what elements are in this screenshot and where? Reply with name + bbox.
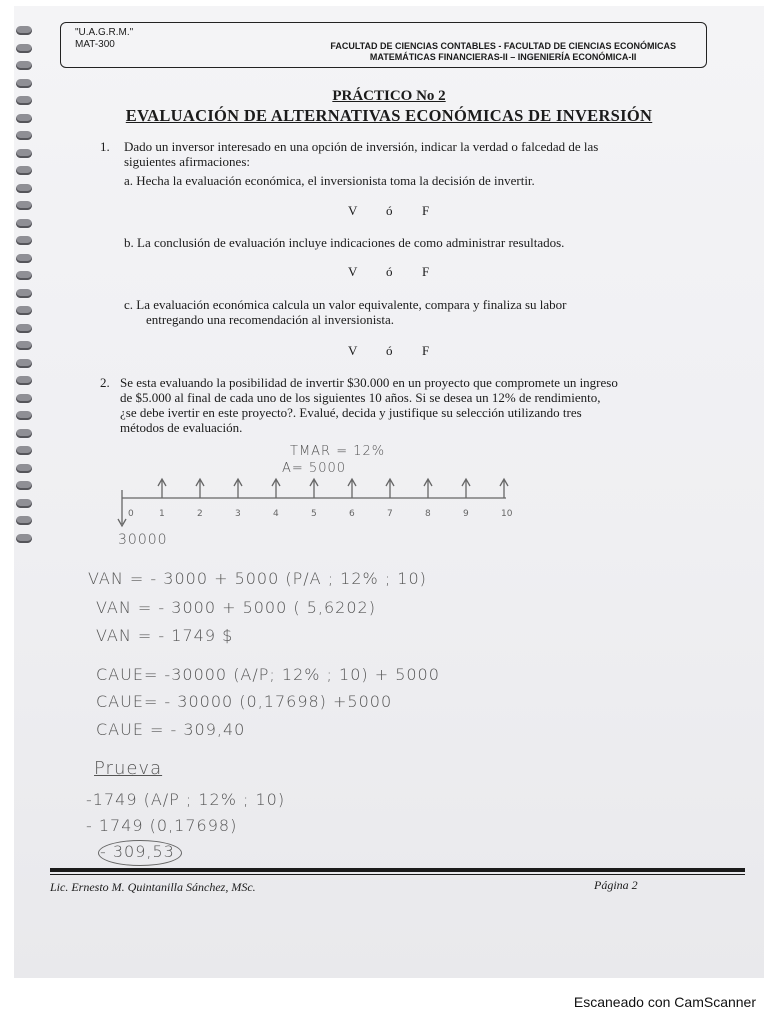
q1b-true-option: V: [348, 264, 358, 279]
hw-van-step2: VAN = - 3000 + 5000 ( 5,6202): [96, 598, 376, 617]
timeline-tick-label: 5: [311, 509, 317, 519]
timeline-tick-label: 0: [128, 509, 134, 519]
timeline-tick-label: 8: [425, 509, 431, 519]
timeline-tick-label: 7: [387, 509, 393, 519]
hw-caue-result: CAUE = - 309,40: [96, 720, 246, 739]
spiral-hole: [16, 44, 32, 53]
hw-proof-step1: -1749 (A/P ; 12% ; 10): [86, 790, 286, 809]
header-left: [75, 27, 133, 51]
spiral-hole: [16, 26, 32, 35]
footer-page-number: Página 2: [594, 878, 638, 892]
spiral-hole: [16, 464, 32, 473]
q1-text-line2: siguientes afirmaciones:: [124, 154, 250, 169]
timeline-tick-label: 2: [197, 509, 203, 519]
hw-initial-investment: 30000: [118, 532, 168, 548]
q1-statement-c-line2: entregando una recomendación al inversionista.: [146, 312, 394, 327]
q1-text-line1: Dado un inversor interesado en una opción de inversión, indicar la verdad o falcedad de las: [124, 139, 599, 154]
spiral-hole: [16, 184, 32, 193]
spiral-hole: [16, 79, 32, 88]
q2-line3: ¿se debe ivertir en este proyecto?. Evalué, decida y justifique su selección utilizando tres: [120, 405, 582, 420]
hw-tmar: TMAR = 12%: [290, 444, 386, 459]
spiral-hole: [16, 289, 32, 298]
footer-rule-thick: [50, 868, 745, 872]
spiral-hole: [16, 236, 32, 245]
timeline-tick-label: 3: [235, 509, 241, 519]
camscanner-watermark: Escaneado con CamScanner: [573, 994, 756, 1010]
hw-proof-step2: - 1749 (0,17698): [86, 816, 238, 835]
spiral-hole: [16, 324, 32, 333]
q1c-false-option: F: [422, 343, 430, 358]
footer-rule-thin: [50, 874, 745, 875]
spiral-hole: [16, 306, 32, 315]
timeline-tick-label: 6: [349, 509, 355, 519]
faculties-label: FACULTAD DE CIENCIAS CONTABLES - FACULTAD DE CIENCIAS ECONÓMICAS: [330, 41, 676, 51]
spiral-hole: [16, 271, 32, 280]
q2-line4: métodos de evaluación.: [120, 420, 243, 435]
spiral-hole: [16, 481, 32, 490]
spiral-hole: [16, 254, 32, 263]
spiral-hole: [16, 534, 32, 543]
q1-statement-b: b. La conclusión de evaluación incluye indicaciones de como administrar resultados.: [124, 235, 565, 250]
q1-statement-c-line1: c. La evaluación económica calcula un valor equivalente, compara y finaliza su labor: [124, 297, 567, 312]
spiral-hole: [16, 516, 32, 525]
course-code: MAT-300: [75, 39, 115, 50]
timeline-tick-label: 1: [159, 509, 165, 519]
timeline-tick-label: 10: [501, 509, 513, 519]
q1-statement-a: a. Hecha la evaluación económica, el inversionista toma la decisión de invertir.: [124, 173, 535, 188]
hw-proof-heading: Prueva: [94, 758, 163, 779]
spiral-hole: [16, 499, 32, 508]
q2-line1: Se esta evaluando la posibilidad de invertir $30.000 en un proyecto que compromete un ingreso: [120, 375, 618, 390]
q2-number: 2.: [100, 375, 110, 390]
timeline-tick-label: 9: [463, 509, 469, 519]
q1c-or: ó: [386, 343, 393, 358]
spiral-hole: [16, 341, 32, 350]
scanned-page: [14, 6, 764, 978]
spiral-hole: [16, 166, 32, 175]
q2-line2: de $5.000 al final de cada uno de los siguientes 10 años. Si se desea un 12% de rendimiento,: [120, 390, 601, 405]
spiral-hole: [16, 446, 32, 455]
spiral-hole: [16, 411, 32, 420]
hw-van-result: VAN = - 1749 $: [96, 626, 234, 645]
q1c-true-option: V: [348, 343, 358, 358]
header-right: [330, 41, 676, 63]
spiral-hole: [16, 429, 32, 438]
header-box: [60, 22, 707, 68]
hw-annuity: A= 5000: [282, 461, 347, 476]
q1a-false-option: F: [422, 203, 430, 218]
timeline-tick-label: 4: [273, 509, 279, 519]
spiral-hole: [16, 131, 32, 140]
hw-caue-step1: CAUE= -30000 (A/P; 12% ; 10) + 5000: [96, 665, 440, 684]
spiral-hole: [16, 376, 32, 385]
spiral-hole: [16, 61, 32, 70]
spiral-hole: [16, 219, 32, 228]
q1a-true-option: V: [348, 203, 358, 218]
hw-proof-result: - 309,53: [100, 842, 175, 861]
university-label: "U.A.G.R.M.": [75, 27, 134, 38]
hw-caue-step2: CAUE= - 30000 (0,17698) +5000: [96, 692, 393, 711]
footer-author: Lic. Ernesto M. Quintanilla Sánchez, MSc.: [50, 880, 256, 894]
page-title: PRÁCTICO No 2: [332, 88, 446, 104]
cash-flow-diagram: [110, 476, 530, 546]
page-subtitle: EVALUACIÓN DE ALTERNATIVAS ECONÓMICAS DE INVERSIÓN: [125, 106, 653, 125]
spiral-hole: [16, 394, 32, 403]
q1-number: 1.: [100, 139, 110, 154]
subjects-label: MATEMÁTICAS FINANCIERAS-II – INGENIERÍA ECONÓMICA-II: [369, 52, 637, 62]
q1a-or: ó: [386, 203, 393, 218]
spiral-hole: [16, 359, 32, 368]
spiral-hole: [16, 149, 32, 158]
hw-van-step1: VAN = - 3000 + 5000 (P/A ; 12% ; 10): [88, 569, 427, 588]
q1b-false-option: F: [422, 264, 430, 279]
q1b-or: ó: [386, 264, 393, 279]
spiral-hole: [16, 201, 32, 210]
